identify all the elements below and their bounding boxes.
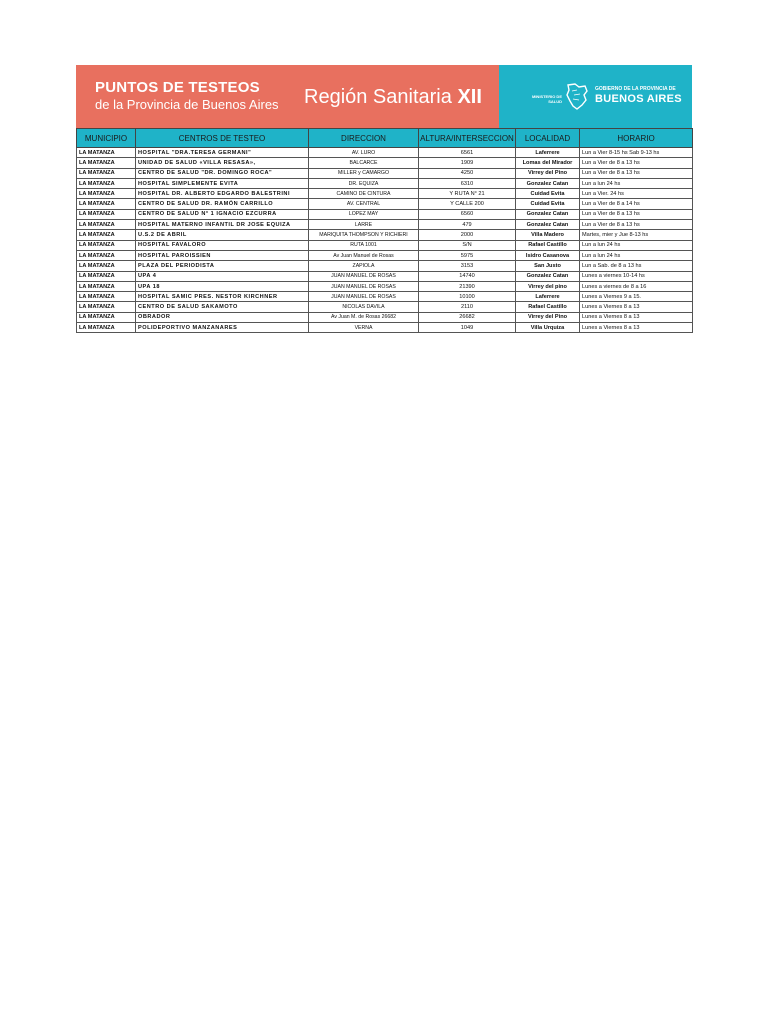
- cell-horario: Lun a Vier de 8 a 13 hs: [580, 209, 693, 219]
- cell-centro: HOSPITAL PAROISSIEN: [136, 250, 309, 260]
- ministry-label: [522, 94, 562, 104]
- cell-direccion: CAMINO DE CINTURA: [309, 189, 419, 199]
- cell-municipio: LA MATANZA: [77, 271, 136, 281]
- table-row: [77, 323, 693, 333]
- table-row: [77, 302, 693, 312]
- banner-title: PUNTOS DE TESTEOS: [95, 79, 260, 96]
- government-logo-panel: [499, 65, 692, 128]
- province-name: BUENOS AIRES: [595, 93, 682, 105]
- cell-localidad: Lomas del Mirador: [516, 158, 580, 168]
- table-row: [77, 148, 693, 158]
- cell-localidad: Virrey del Pino: [516, 312, 580, 322]
- table-row: [77, 230, 693, 240]
- cell-municipio: LA MATANZA: [77, 148, 136, 158]
- cell-horario: Lunes a Viernes 9 a 15.: [580, 292, 693, 302]
- cell-localidad: Villa Urquiza: [516, 323, 580, 333]
- cell-altura: 1049: [419, 323, 516, 333]
- cell-direccion: ZAPIOLA: [309, 261, 419, 271]
- region-title: [304, 86, 482, 109]
- cell-direccion: BALCARCE: [309, 158, 419, 168]
- cell-direccion: NICOLAS DAVILA: [309, 302, 419, 312]
- cell-altura: 26682: [419, 312, 516, 322]
- table-row: [77, 189, 693, 199]
- header-municipio: MUNICIPIO: [77, 129, 136, 148]
- cell-localidad: Rafael Castillo: [516, 240, 580, 250]
- cell-altura: 2000: [419, 230, 516, 240]
- cell-horario: Lun a Vier. 24 hs: [580, 189, 693, 199]
- table-row: [77, 261, 693, 271]
- cell-centro: CENTRO DE SALUD N° 1 IGNACIO EZCURRA: [136, 209, 309, 219]
- cell-altura: S/N: [419, 240, 516, 250]
- cell-localidad: Cuidad Evita: [516, 199, 580, 209]
- cell-altura: 21390: [419, 281, 516, 291]
- cell-municipio: LA MATANZA: [77, 312, 136, 322]
- table-row: [77, 178, 693, 188]
- cell-altura: 6560: [419, 209, 516, 219]
- testing-centers-table: [76, 128, 693, 333]
- cell-localidad: Virrey del pino: [516, 281, 580, 291]
- cell-localidad: Gonzalez Catan: [516, 220, 580, 230]
- cell-centro: HOSPITAL DR. ALBERTO EDGARDO BALESTRINI: [136, 189, 309, 199]
- cell-centro: CENTRO DE SALUD SAKAMOTO: [136, 302, 309, 312]
- banner-subtitle: de la Provincia de Buenos Aires: [95, 97, 279, 112]
- cell-localidad: Cuidad Evita: [516, 189, 580, 199]
- cell-direccion: AV. CENTRAL: [309, 199, 419, 209]
- cell-direccion: AV. LURO: [309, 148, 419, 158]
- cell-municipio: LA MATANZA: [77, 302, 136, 312]
- cell-centro: CENTRO DE SALUD DR. RAMÓN CARRILLO: [136, 199, 309, 209]
- cell-municipio: LA MATANZA: [77, 178, 136, 188]
- cell-centro: UNIDAD DE SALUD «VILLA RESASA»,: [136, 158, 309, 168]
- cell-municipio: LA MATANZA: [77, 281, 136, 291]
- cell-horario: Lun a lun 24 hs: [580, 240, 693, 250]
- cell-centro: POLIDEPORTIVO MANZANARES: [136, 323, 309, 333]
- cell-centro: UPA 18: [136, 281, 309, 291]
- cell-horario: Lun a Sab. de 8 a 13 hs: [580, 261, 693, 271]
- cell-altura: 6561: [419, 148, 516, 158]
- table-body: [77, 148, 693, 333]
- cell-altura: 3153: [419, 261, 516, 271]
- cell-direccion: Av Juan Manuel de Rosas: [309, 250, 419, 260]
- cell-altura: Y CALLE 200: [419, 199, 516, 209]
- region-label: Región Sanitaria: [304, 86, 452, 108]
- cell-horario: Lun a Vier 8-15 hs Sab 9-13 hs: [580, 148, 693, 158]
- cell-direccion: DR. EQUIZA: [309, 178, 419, 188]
- table-row: [77, 209, 693, 219]
- cell-localidad: Laferrere: [516, 148, 580, 158]
- table-row: [77, 312, 693, 322]
- header-horario: HORARIO: [580, 129, 693, 148]
- header-localidad: LOCALIDAD: [516, 129, 580, 148]
- table-row: [77, 158, 693, 168]
- cell-altura: Y RUTA N° 21: [419, 189, 516, 199]
- cell-centro: HOSPITAL FAVALORO: [136, 240, 309, 250]
- cell-municipio: LA MATANZA: [77, 158, 136, 168]
- cell-horario: Lunes a viernes de 8 a 16: [580, 281, 693, 291]
- cell-horario: Lun a lun 24 hs: [580, 250, 693, 260]
- cell-localidad: Virrey del Pino: [516, 168, 580, 178]
- cell-centro: CENTRO DE SALUD "DR. DOMINGO ROCA": [136, 168, 309, 178]
- cell-localidad: Gonzalez Catan: [516, 209, 580, 219]
- cell-centro: UPA 4: [136, 271, 309, 281]
- cell-direccion: RUTA 1001: [309, 240, 419, 250]
- cell-municipio: LA MATANZA: [77, 292, 136, 302]
- cell-direccion: MARIQUITA THOMPSON Y RICHIERI: [309, 230, 419, 240]
- table-row: [77, 292, 693, 302]
- cell-direccion: LOPEZ MAY: [309, 209, 419, 219]
- cell-localidad: Gonzalez Catan: [516, 271, 580, 281]
- cell-localidad: Gonzalez Catan: [516, 178, 580, 188]
- cell-localidad: Villa Madero: [516, 230, 580, 240]
- cell-horario: Lun a Vier de 8 a 13 hs: [580, 220, 693, 230]
- cell-horario: Lun a Vier de 8 a 13 hs: [580, 158, 693, 168]
- cell-municipio: LA MATANZA: [77, 261, 136, 271]
- table-row: [77, 199, 693, 209]
- cell-localidad: Laferrere: [516, 292, 580, 302]
- cell-horario: Lun a Vier de 8 a 13 hs: [580, 168, 693, 178]
- cell-centro: HOSPITAL "DRA.TERESA GERMANI": [136, 148, 309, 158]
- cell-altura: 479: [419, 220, 516, 230]
- header-direccion: DIRECCION: [309, 129, 419, 148]
- cell-centro: U.S.2 DE ABRIL: [136, 230, 309, 240]
- table-row: [77, 240, 693, 250]
- table-row: [77, 220, 693, 230]
- cell-centro: HOSPITAL SIMPLEMENTE EVITA: [136, 178, 309, 188]
- cell-municipio: LA MATANZA: [77, 240, 136, 250]
- table-row: [77, 250, 693, 260]
- cell-direccion: JUAN MANUEL DE ROSAS: [309, 292, 419, 302]
- cell-municipio: LA MATANZA: [77, 250, 136, 260]
- government-label: GOBIERNO DE LA PROVINCIA DE: [595, 86, 676, 92]
- cell-localidad: San Justo: [516, 261, 580, 271]
- cell-direccion: MILLER y CAMARGO: [309, 168, 419, 178]
- cell-direccion: JUAN MANUEL DE ROSAS: [309, 281, 419, 291]
- ministry-line-2: SALUD: [548, 99, 562, 104]
- cell-localidad: Rafael Castillo: [516, 302, 580, 312]
- cell-horario: Lunes a Viernes 8 a 13: [580, 312, 693, 322]
- cell-altura: 6310: [419, 178, 516, 188]
- cell-altura: 14740: [419, 271, 516, 281]
- banner-title-panel: [76, 65, 499, 128]
- header-centros: CENTROS DE TESTEO: [136, 129, 309, 148]
- cell-altura: 5975: [419, 250, 516, 260]
- province-map-icon: [565, 83, 589, 111]
- cell-altura: 4250: [419, 168, 516, 178]
- cell-localidad: Isidro Casanova: [516, 250, 580, 260]
- cell-altura: 1909: [419, 158, 516, 168]
- cell-centro: PLAZA DEL PERIODISTA: [136, 261, 309, 271]
- cell-horario: Martes, mier y Jue 8-13 hs: [580, 230, 693, 240]
- cell-direccion: VERNA: [309, 323, 419, 333]
- cell-direccion: LARRE: [309, 220, 419, 230]
- cell-centro: OBRADOR: [136, 312, 309, 322]
- cell-horario: Lun a Vier de 8 a 14 hs: [580, 199, 693, 209]
- cell-altura: 10100: [419, 292, 516, 302]
- cell-municipio: LA MATANZA: [77, 323, 136, 333]
- table-row: [77, 281, 693, 291]
- testing-points-sheet: [76, 65, 692, 333]
- cell-centro: HOSPITAL SAMIC PRES. NESTOR KIRCHNER: [136, 292, 309, 302]
- cell-municipio: LA MATANZA: [77, 230, 136, 240]
- table-header-row: [77, 129, 693, 148]
- cell-direccion: JUAN MANUEL DE ROSAS: [309, 271, 419, 281]
- cell-municipio: LA MATANZA: [77, 168, 136, 178]
- header-altura: ALTURA/INTERSECCION: [419, 129, 516, 148]
- cell-altura: 2110: [419, 302, 516, 312]
- cell-municipio: LA MATANZA: [77, 209, 136, 219]
- table-row: [77, 271, 693, 281]
- header-banner: [76, 65, 692, 128]
- cell-municipio: LA MATANZA: [77, 199, 136, 209]
- cell-direccion: Av Juan M. de Rosas 26682: [309, 312, 419, 322]
- cell-horario: Lun a lun 24 hs: [580, 178, 693, 188]
- cell-municipio: LA MATANZA: [77, 220, 136, 230]
- cell-horario: Lunes a Viernes 8 a 13: [580, 302, 693, 312]
- table-row: [77, 168, 693, 178]
- cell-horario: Lunes a viernes 10-14 hs: [580, 271, 693, 281]
- cell-centro: HOSPITAL MATERNO INFANTIL DR JOSE EQUIZA: [136, 220, 309, 230]
- region-number: XII: [457, 86, 482, 108]
- cell-municipio: LA MATANZA: [77, 189, 136, 199]
- ministry-line-1: MINISTERIO DE: [531, 94, 562, 99]
- cell-horario: Lunes a Viernes 8 a 13: [580, 323, 693, 333]
